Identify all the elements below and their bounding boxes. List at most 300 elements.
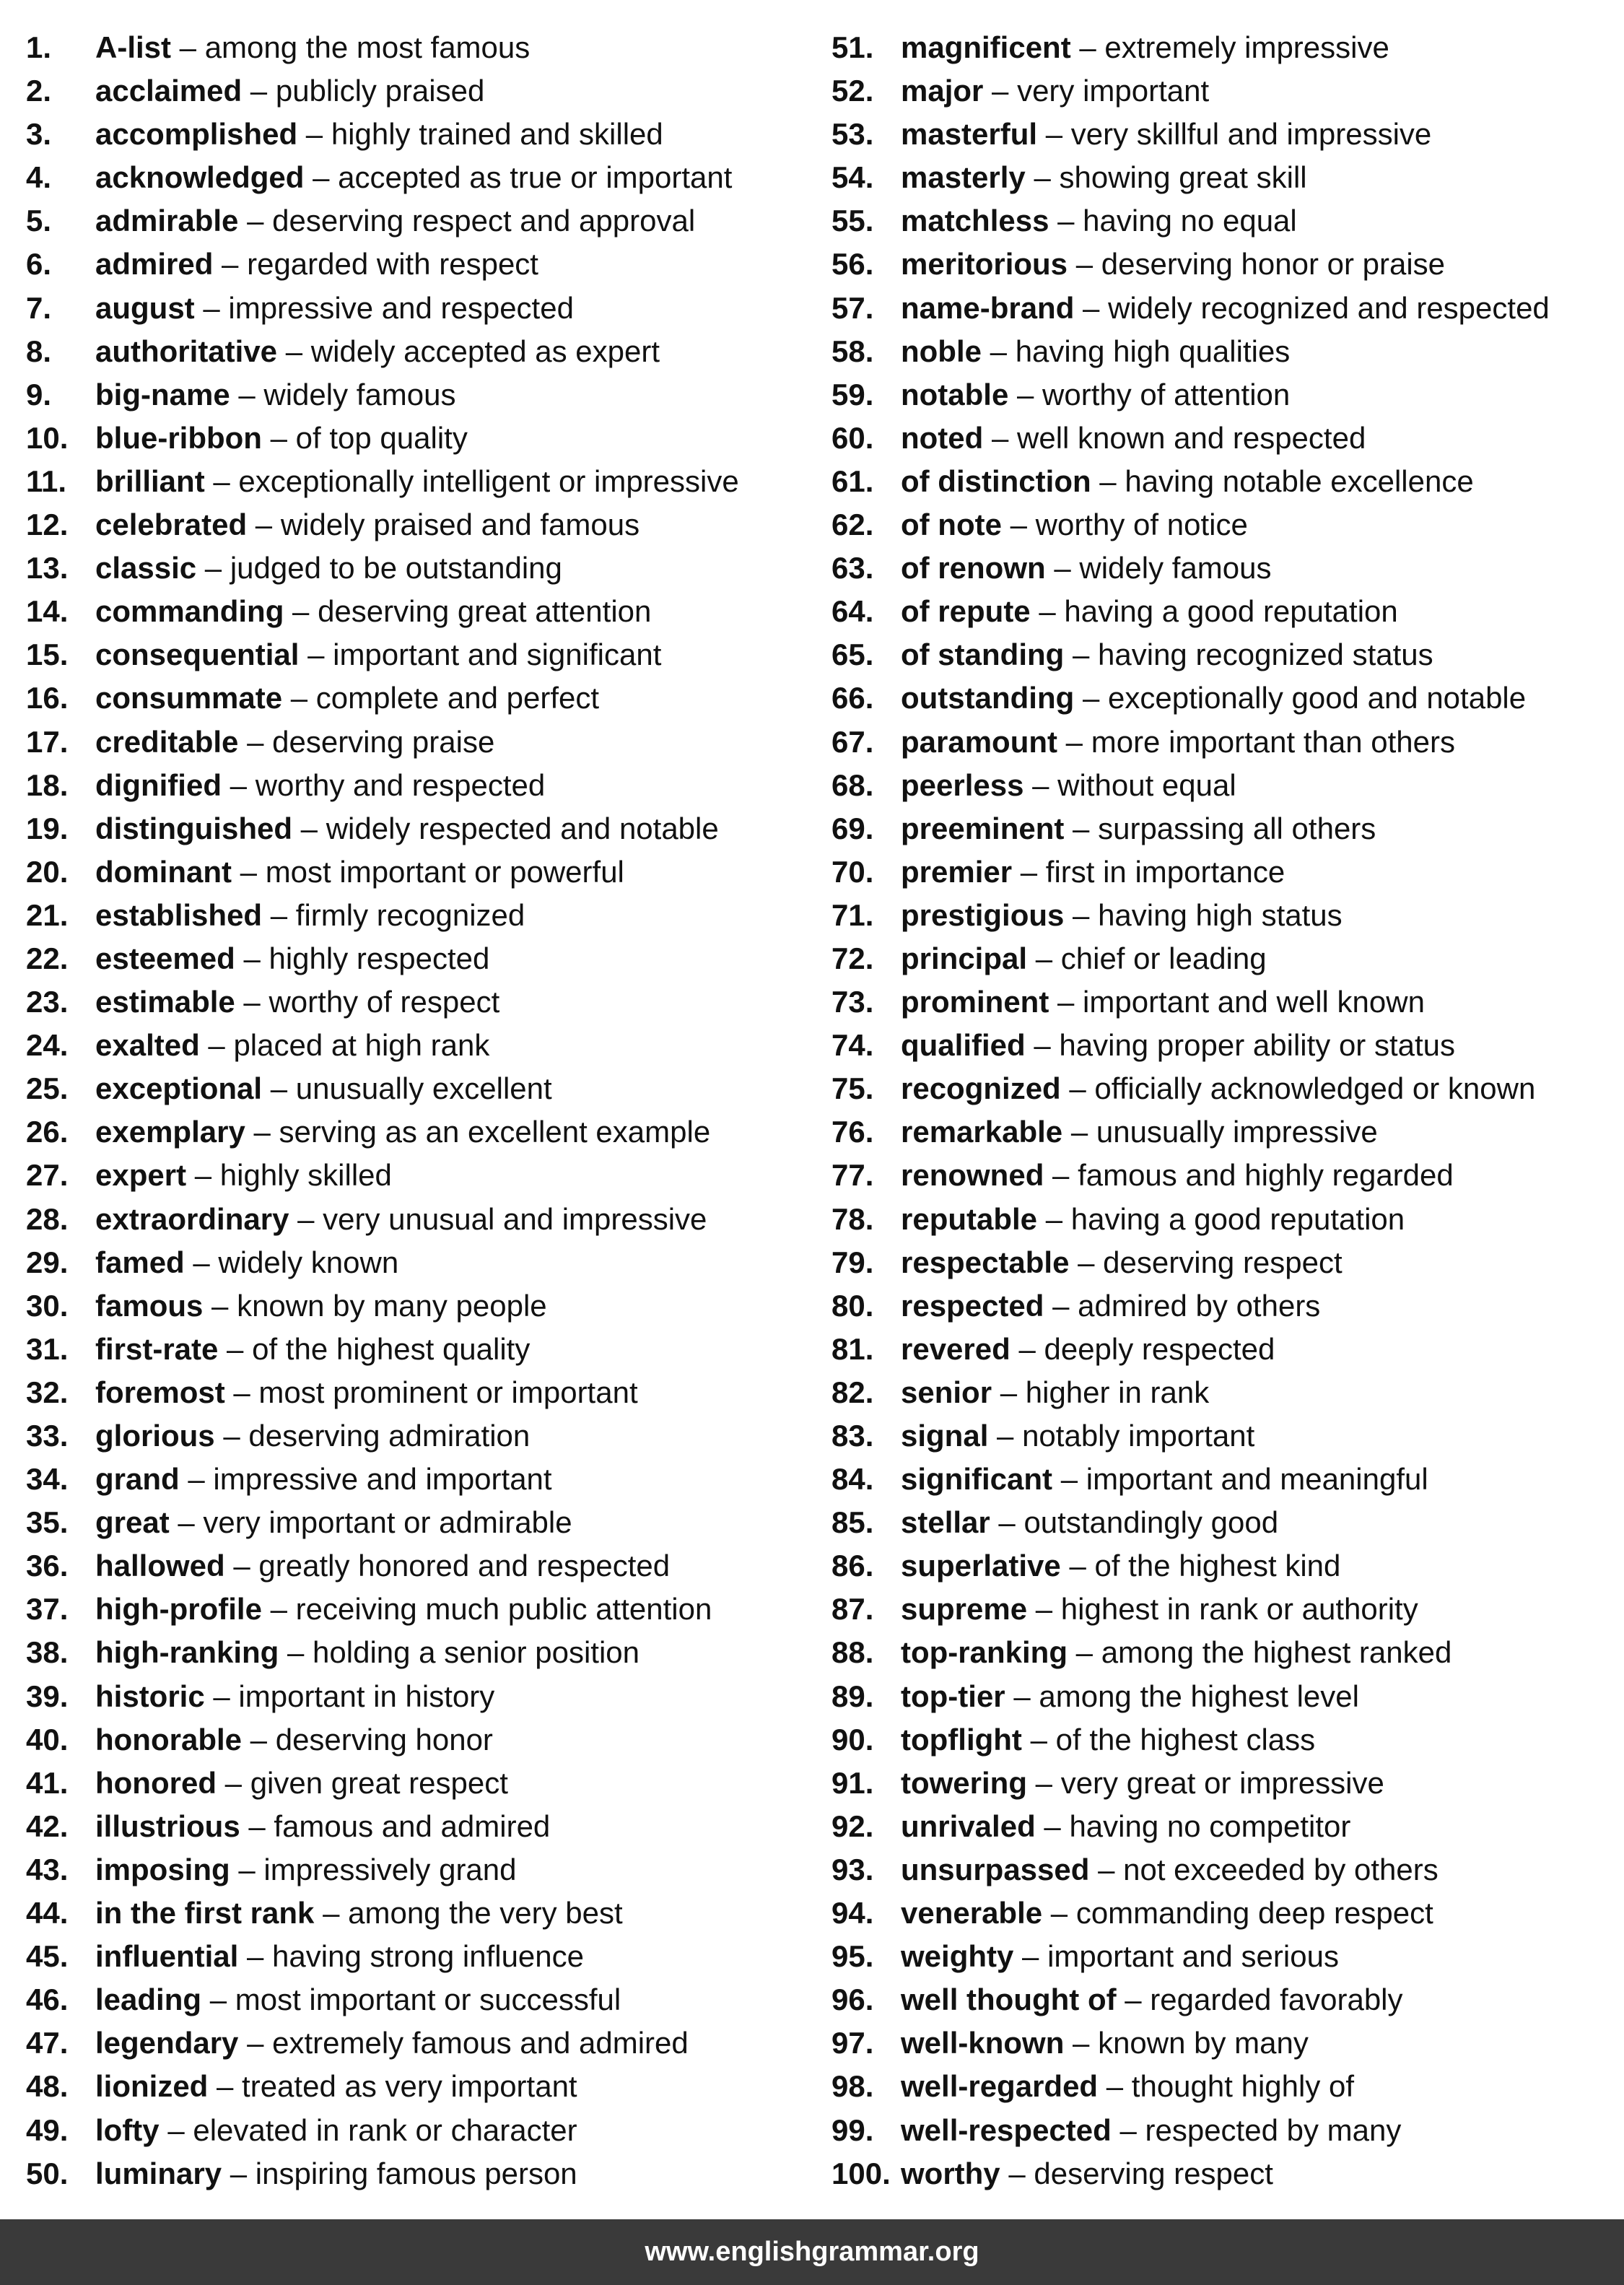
entry-number: 95. (831, 1939, 874, 1974)
entry-number: 62. (831, 508, 874, 542)
word-entry (831, 2109, 1618, 2152)
entry-text (901, 850, 1285, 894)
entry-word: well-known (901, 2026, 1065, 2060)
entry-dash: – (199, 1028, 234, 1063)
entry-number: 1. (26, 30, 52, 64)
entry-number: 39. (26, 1679, 69, 1713)
entry-text (901, 1414, 1254, 1458)
entry-text (95, 1805, 550, 1848)
entry-word: distinguished (95, 811, 292, 845)
entry-dash: – (1025, 160, 1060, 195)
entry-dash: – (261, 1592, 296, 1627)
word-entry (26, 1154, 813, 1197)
entry-definition: respected by many (1145, 2112, 1402, 2147)
entry-text (901, 2065, 1354, 2108)
entry-dash: – (1001, 508, 1036, 542)
entry-definition: deserving respect and approval (272, 204, 696, 238)
entry-word: superlative (901, 1549, 1061, 1583)
entry-number: 67. (831, 724, 874, 759)
entry-word: well thought of (901, 1982, 1117, 2017)
entry-definition: showing great skill (1059, 160, 1307, 195)
entry-dash: – (1060, 1071, 1095, 1106)
entry-definition: firmly recognized (295, 897, 525, 932)
entry-dash: – (1067, 1635, 1101, 1670)
entry-word: imposing (95, 1852, 230, 1886)
entry-dash: – (277, 334, 311, 368)
entry-definition: very great or impressive (1060, 1765, 1384, 1800)
entry-text (95, 503, 639, 547)
entry-dash: – (1037, 117, 1071, 152)
entry-dash: – (292, 811, 326, 845)
entry-definition: surpassing all others (1098, 811, 1376, 845)
entry-dash: – (230, 1852, 264, 1886)
entry-definition: very important or admirable (203, 1505, 572, 1540)
entry-word: luminary (95, 2156, 222, 2190)
word-entry (831, 330, 1618, 373)
entry-number: 49. (26, 2112, 69, 2147)
entry-word: respected (901, 1288, 1044, 1323)
entry-dash: – (990, 1505, 1024, 1540)
entry-number: 88. (831, 1635, 874, 1670)
entry-number: 4. (26, 160, 52, 195)
entry-definition: given great respect (250, 1765, 508, 1800)
entry-text (901, 1631, 1451, 1674)
word-entry (831, 69, 1618, 113)
entry-word: prominent (901, 985, 1049, 1019)
entry-definition: deserving praise (272, 724, 495, 759)
entry-number: 47. (26, 2026, 69, 2060)
entry-definition: well known and respected (1017, 420, 1366, 455)
word-entry (26, 1284, 813, 1328)
word-entry (26, 373, 813, 417)
entry-dash: – (238, 204, 273, 238)
entry-number: 83. (831, 1419, 874, 1453)
word-entry (831, 1110, 1618, 1154)
entry-dash: – (1052, 1462, 1086, 1497)
entry-word: famed (95, 1245, 185, 1279)
entry-word: high-profile (95, 1592, 262, 1627)
entry-text (901, 1024, 1455, 1067)
entry-number: 41. (26, 1765, 69, 1800)
entry-number: 82. (831, 1375, 874, 1409)
entry-definition: higher in rank (1025, 1375, 1210, 1409)
word-entry (26, 330, 813, 373)
entry-dash: – (314, 1896, 349, 1931)
entry-definition: outstandingly good (1023, 1505, 1279, 1540)
word-entry (26, 1328, 813, 1371)
entry-dash: – (240, 1809, 274, 1843)
entry-definition: receiving much public attention (295, 1592, 712, 1627)
entry-text (901, 1892, 1433, 1935)
entry-word: admired (95, 247, 214, 282)
word-entry (26, 764, 813, 807)
entry-text (901, 113, 1431, 156)
entry-word: peerless (901, 767, 1024, 802)
entry-text (901, 1154, 1454, 1197)
entry-text (95, 330, 660, 373)
entry-dash: – (1044, 1288, 1078, 1323)
entry-number: 53. (831, 117, 874, 152)
entry-definition: more important than others (1091, 724, 1455, 759)
word-entry (831, 1198, 1618, 1241)
entry-number: 9. (26, 377, 52, 412)
entry-number: 78. (831, 1201, 874, 1236)
entry-dash: – (235, 941, 269, 975)
entry-text (95, 69, 484, 113)
entry-definition: deserving admiration (248, 1419, 531, 1453)
entry-text (95, 156, 732, 199)
entry-dash: – (1027, 941, 1061, 975)
entry-dash: – (171, 30, 205, 64)
entry-dash: – (983, 420, 1018, 455)
entry-text (95, 243, 538, 286)
entry-number: 40. (26, 1722, 69, 1757)
entry-dash: – (194, 290, 229, 325)
entry-number: 75. (831, 1071, 874, 1106)
word-entry (831, 721, 1618, 764)
entry-definition: chief or leading (1060, 941, 1267, 975)
entry-number: 79. (831, 1245, 874, 1279)
entry-dash: – (1049, 204, 1083, 238)
entry-text (95, 1110, 710, 1154)
entry-text (95, 26, 530, 69)
entry-definition: among the highest level (1039, 1679, 1359, 1713)
entry-word: top-tier (901, 1679, 1005, 1713)
entry-text (901, 1544, 1340, 1588)
word-entry (26, 590, 813, 633)
entry-definition: highest in rank or authority (1060, 1592, 1418, 1627)
word-entry (26, 243, 813, 286)
word-entry (831, 1588, 1618, 1631)
word-entry (831, 1544, 1618, 1588)
entry-text (901, 2152, 1273, 2195)
entry-number: 46. (26, 1982, 69, 2017)
entry-number: 94. (831, 1896, 874, 1931)
entry-definition: worthy of notice (1035, 508, 1248, 542)
entry-definition: important and significant (333, 637, 662, 672)
entry-word: admirable (95, 204, 239, 238)
entry-number: 92. (831, 1809, 874, 1843)
entry-word: towering (901, 1765, 1027, 1800)
entry-dash: – (159, 2112, 193, 2147)
entry-word: name-brand (901, 290, 1075, 325)
entry-number: 68. (831, 767, 874, 802)
entry-number: 38. (26, 1635, 69, 1670)
entry-text (901, 330, 1290, 373)
entry-word: legendary (95, 2026, 239, 2060)
word-entry (26, 721, 813, 764)
entry-word: noted (901, 420, 984, 455)
word-entry (831, 156, 1618, 199)
entry-definition: having recognized status (1098, 637, 1433, 672)
entry-definition: known by many (1098, 2026, 1309, 2060)
entry-word: esteemed (95, 941, 235, 975)
entry-definition: worthy of respect (269, 985, 500, 1019)
entry-definition: widely respected and notable (326, 811, 719, 845)
entry-word: signal (901, 1419, 989, 1453)
entry-dash: – (1074, 681, 1108, 715)
entry-dash: – (224, 1549, 259, 1583)
word-entry (26, 26, 813, 69)
word-entry (26, 1458, 813, 1501)
entry-text (901, 417, 1366, 460)
entry-number: 7. (26, 290, 52, 325)
entry-number: 90. (831, 1722, 874, 1757)
entry-text (901, 1978, 1403, 2021)
entry-number: 48. (26, 2069, 69, 2104)
entry-definition: of top quality (295, 420, 468, 455)
word-entry (831, 1241, 1618, 1284)
entry-definition: worthy of attention (1042, 377, 1291, 412)
entry-definition: judged to be outstanding (230, 551, 562, 586)
word-entry (26, 633, 813, 676)
entry-word: illustrious (95, 1809, 240, 1843)
entry-definition: regarded favorably (1150, 1982, 1403, 2017)
entry-number: 23. (26, 985, 69, 1019)
entry-text (95, 1588, 712, 1631)
entry-text (901, 243, 1445, 286)
entry-word: famous (95, 1288, 204, 1323)
word-entry (26, 850, 813, 894)
entry-number: 60. (831, 420, 874, 455)
entry-dash: – (262, 1071, 296, 1106)
entry-word: remarkable (901, 1115, 1063, 1149)
entry-word: acknowledged (95, 160, 305, 195)
entry-dash: – (169, 1505, 204, 1540)
entry-definition: accepted as true or important (338, 160, 733, 195)
entry-text (901, 1328, 1275, 1371)
entry-text (901, 1675, 1359, 1718)
entry-word: of renown (901, 551, 1046, 586)
entry-word: established (95, 897, 263, 932)
word-entry (831, 417, 1618, 460)
entry-text (95, 807, 719, 850)
entry-definition: inspiring famous person (255, 2156, 577, 2190)
entry-dash: – (1116, 1982, 1151, 2017)
entry-number: 27. (26, 1158, 69, 1193)
entry-number: 69. (831, 811, 874, 845)
entry-definition: widely famous (263, 377, 456, 412)
entry-word: venerable (901, 1896, 1043, 1931)
entry-number: 56. (831, 247, 874, 282)
entry-text (901, 721, 1455, 764)
entry-word: principal (901, 941, 1028, 975)
entry-number: 77. (831, 1158, 874, 1193)
entry-word: notable (901, 377, 1009, 412)
word-entry (26, 1371, 813, 1414)
word-entry (831, 2065, 1618, 2108)
entry-definition: officially acknowledged or known (1094, 1071, 1536, 1106)
entry-text (95, 1371, 638, 1414)
entry-word: unrivaled (901, 1809, 1036, 1843)
word-entry (26, 1892, 813, 1935)
footer-bar (0, 2219, 1624, 2285)
entry-definition: among the very best (348, 1896, 623, 1931)
entry-dash: – (235, 985, 269, 1019)
entry-dash: – (1064, 811, 1099, 845)
entry-word: exceptional (95, 1071, 263, 1106)
word-entry (26, 156, 813, 199)
entry-text (95, 1718, 493, 1762)
entry-dash: – (1062, 1115, 1096, 1149)
footer-url: www.englishgrammar.org (645, 2237, 979, 2267)
entry-number: 11. (26, 463, 67, 498)
word-entry (831, 547, 1618, 590)
entry-dash: – (1008, 377, 1043, 412)
word-entry (26, 1978, 813, 2021)
entry-word: unsurpassed (901, 1852, 1090, 1886)
entry-text (95, 721, 494, 764)
entry-number: 28. (26, 1201, 69, 1236)
entry-number: 12. (26, 508, 69, 542)
word-entry (831, 1458, 1618, 1501)
entry-definition: impressive and important (213, 1462, 552, 1497)
word-entry (831, 1892, 1618, 1935)
entry-text (901, 1501, 1278, 1544)
entry-word: grand (95, 1462, 180, 1497)
entry-word: celebrated (95, 508, 248, 542)
entry-number: 63. (831, 551, 874, 586)
entry-number: 100. (831, 2156, 891, 2190)
entry-dash: – (262, 897, 296, 932)
entry-text (901, 2021, 1309, 2065)
entry-definition: widely accepted as expert (310, 334, 660, 368)
entry-definition: highly trained and skilled (331, 117, 663, 152)
word-entry (26, 2109, 813, 2152)
entry-text (95, 980, 499, 1024)
entry-dash: – (1027, 1592, 1061, 1627)
entry-word: influential (95, 1939, 239, 1974)
entry-definition: worthy and respected (255, 767, 546, 802)
word-entry (26, 417, 813, 460)
entry-number: 80. (831, 1288, 874, 1323)
entry-dash: – (1021, 1722, 1056, 1757)
entry-text (901, 1935, 1339, 1978)
entry-number: 58. (831, 334, 874, 368)
entry-definition: impressive and respected (228, 290, 574, 325)
entry-number: 76. (831, 1115, 874, 1149)
entry-number: 20. (26, 854, 69, 889)
entry-text (95, 1762, 508, 1805)
entry-number: 15. (26, 637, 69, 672)
entry-word: stellar (901, 1505, 990, 1540)
entry-number: 24. (26, 1028, 69, 1063)
entry-word: great (95, 1505, 170, 1540)
word-entry (831, 1328, 1618, 1371)
entry-dash: – (284, 594, 318, 629)
entry-number: 84. (831, 1462, 874, 1497)
entry-number: 2. (26, 74, 52, 108)
word-entry (831, 1718, 1618, 1762)
entry-text (901, 1762, 1384, 1805)
entry-number: 97. (831, 2026, 874, 2060)
entry-number: 25. (26, 1071, 69, 1106)
entry-text (95, 460, 739, 503)
entry-dash: – (213, 247, 248, 282)
entry-text (95, 1154, 392, 1197)
entry-word: creditable (95, 724, 239, 759)
entry-definition: very important (1017, 74, 1210, 108)
word-entry (26, 1935, 813, 1978)
word-entry (831, 1935, 1618, 1978)
entry-word: top-ranking (901, 1635, 1068, 1670)
word-entry (831, 1848, 1618, 1892)
entry-definition: exceptionally good and notable (1108, 681, 1527, 715)
entry-number: 17. (26, 724, 69, 759)
entry-dash: – (1025, 1028, 1060, 1063)
entry-definition: regarded with respect (247, 247, 538, 282)
entry-definition: exceptionally intelligent or impressive (238, 463, 739, 498)
entry-definition: extremely famous and admired (272, 2026, 689, 2060)
entry-number: 64. (831, 594, 874, 629)
entry-dash: – (1035, 1809, 1070, 1843)
entry-number: 16. (26, 681, 69, 715)
entry-number: 71. (831, 897, 874, 932)
word-entry (831, 1414, 1618, 1458)
entry-definition: elevated in rank or character (193, 2112, 577, 2147)
entry-definition: unusually impressive (1096, 1115, 1378, 1149)
entry-word: significant (901, 1462, 1053, 1497)
entry-dash: – (1064, 2026, 1099, 2060)
word-entry (26, 676, 813, 720)
entry-dash: – (1111, 2112, 1145, 2147)
entry-word: in the first rank (95, 1896, 315, 1931)
entry-dash: – (184, 1245, 219, 1279)
entry-word: prestigious (901, 897, 1065, 932)
entry-definition: unusually excellent (295, 1071, 552, 1106)
entry-dash: – (992, 1375, 1026, 1409)
word-entry (26, 1544, 813, 1588)
word-entry (26, 113, 813, 156)
entry-definition: serving as an excellent example (279, 1115, 711, 1149)
entry-definition: deserving honor (275, 1722, 493, 1757)
entry-number: 21. (26, 897, 69, 932)
entry-dash: – (1064, 637, 1099, 672)
entry-definition: important in history (238, 1679, 495, 1713)
entry-dash: – (1069, 1245, 1104, 1279)
word-entry (831, 243, 1618, 286)
entry-number: 96. (831, 1982, 874, 2017)
entry-text (95, 764, 545, 807)
entry-word: first-rate (95, 1331, 219, 1366)
entry-definition: deserving honor or praise (1101, 247, 1446, 282)
word-entry (26, 1501, 813, 1544)
entry-text (95, 1067, 552, 1110)
entry-dash: – (179, 1462, 214, 1497)
entry-definition: among the most famous (204, 30, 531, 64)
entry-word: authoritative (95, 334, 278, 368)
word-entry (26, 1588, 813, 1631)
entry-number: 54. (831, 160, 874, 195)
word-entry (831, 764, 1618, 807)
entry-word: accomplished (95, 117, 298, 152)
entry-text (901, 937, 1267, 980)
entry-text (901, 1805, 1350, 1848)
entry-definition: most important or successful (235, 1982, 621, 2017)
entry-dash: – (201, 1982, 235, 2017)
entry-number: 73. (831, 985, 874, 1019)
entry-word: brilliant (95, 463, 205, 498)
word-entry (26, 460, 813, 503)
entry-text (95, 633, 661, 676)
entry-number: 87. (831, 1592, 874, 1627)
word-entry (26, 1241, 813, 1284)
entry-dash: – (304, 160, 339, 195)
entry-text (901, 633, 1433, 676)
entry-number: 19. (26, 811, 69, 845)
entry-number: 98. (831, 2069, 874, 2104)
word-entry (26, 1067, 813, 1110)
